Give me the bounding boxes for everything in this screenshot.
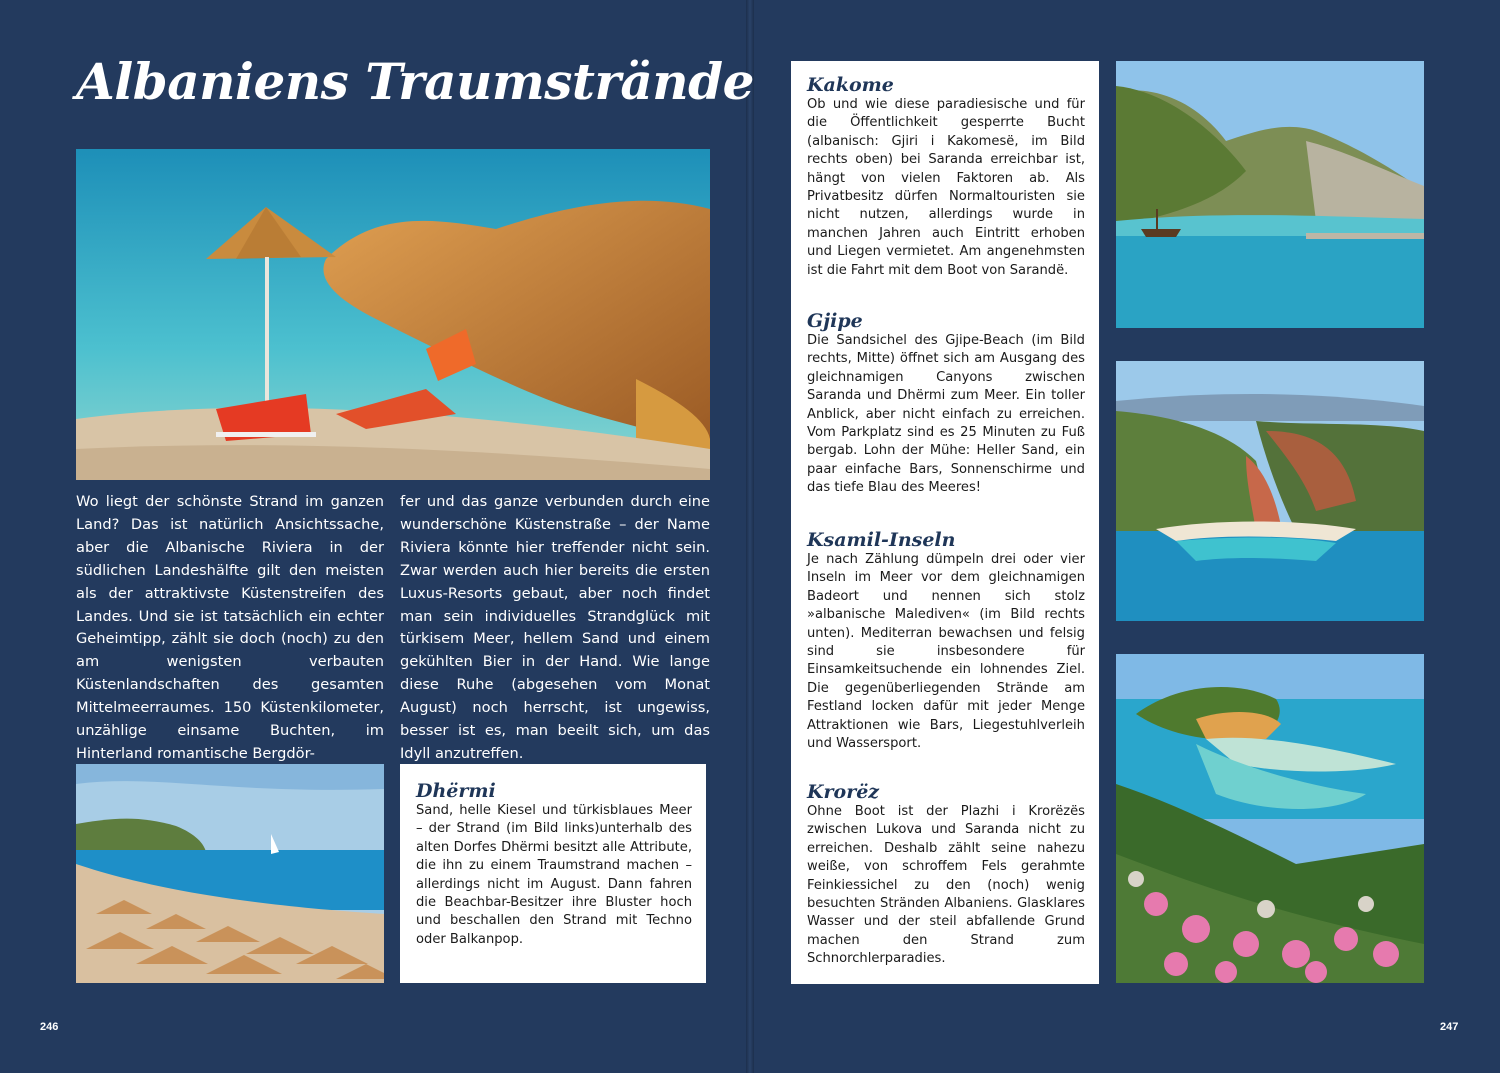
page-number-right: 247 xyxy=(1440,1021,1459,1033)
intro-column-1: Wo liegt der schönste Strand im ganzen Land? Das ist natürlich Ansichtssache, aber die Albanische Riviera in der südlichen Landeshälfte gilt den meisten als der attraktivste Küstenstreifen des Landes. Und sie ist tatsächlich ein echter Geheimtipp, zählt sie doch (noch) zu den am wenigsten verbauten Küstenlandschaften des gesamten Mittelmeerraumes. 150 Küstenkilometer, unzählige einsame Buchten, im Hinterland romantische Bergdör- xyxy=(76,493,384,762)
page-title: Albaniens Traumstrände xyxy=(76,52,754,111)
right-text-box xyxy=(791,61,1099,984)
kakome-heading: Kakome xyxy=(807,74,894,96)
ksamil-text: Je nach Zählung dümpeln drei oder vier Inseln im Meer vor dem gleichnamigen Badeort und nennen sich stolz »albanische Malediven« (im Bild rechts unten). Mediterran bewachsen und felsig sind sie insbesondere für Einsamkeitsuchende ein lohnendes Ziel. Die gegenüberliegenden Strände am Festland locken dafür mit jeder Menge Attraktionen wie Bars, Liegestuhlverleih und Wassersport. xyxy=(807,552,1085,752)
ksamil-islands-photo xyxy=(1116,654,1424,983)
intro-column-2: fer und das ganze verbunden durch eine wunderschöne Küstenstraße – der Name Riviera könnte hier treffender nicht sein. Zwar werden auch hier bereits die ersten Luxus-Resorts gebaut, aber noch findet man sein individuelles Strandglück mit türkisem Meer, hellem Sand und einem gekühlten Bier in der Hand. Wie lange diese Ruhe (abgesehen vom Monat August) noch herrscht, ist ungewiss, besser ist es, man beeilt sich, um das Idyll anzutreffen. xyxy=(400,493,710,762)
gjipe-text: Die Sandsichel des Gjipe-Beach (im Bild rechts, Mitte) öffnet sich am Ausgang des gleichnamigen Canyons zwischen Saranda und Dhërmi zum Meer. Ein toller Anblick, aber nicht einfach zu erreichen. Vom Parkplatz sind es 25 Minuten zu Fuß bergab. Lohn der Mühe: Heller Sand, ein paar einfache Bars, Sonnenschirme und das tiefe Blau des Meeres! xyxy=(807,333,1085,496)
gjipe-section xyxy=(807,310,1085,498)
kroroez-text: Ohne Boot ist der Plazhi i Krorëzës zwischen Lukova und Saranda nicht zu erreichen. Deshalb zählt seine nahezu weiße, von schroffem Fels gerahmte Feinkiessichel zu den (noch) wenig besuchten Stränden Albaniens. Glasklares Wasser und der steil abfallende Grund machen den Strand zum Schnorchlerparadies. xyxy=(807,804,1085,967)
kakome-bay-photo xyxy=(1116,61,1424,328)
gjipe-heading: Gjipe xyxy=(807,310,863,332)
dhermi-text-box xyxy=(400,764,706,983)
dhermi-heading: Dhërmi xyxy=(416,780,496,802)
kroroez-heading: Krorëz xyxy=(807,781,880,803)
kakome-section xyxy=(807,74,1085,280)
page-gutter xyxy=(746,0,754,1073)
ksamil-heading: Ksamil-Inseln xyxy=(807,529,956,551)
ksamil-section xyxy=(807,529,1085,753)
kakome-text: Ob und wie diese paradiesische und für die Öffentlichkeit gesperrte Bucht (albanisch: Gjiri i Kakomesë, im Bild rechts oben) bei Saranda erreichbar ist, hängt von vielen Faktoren ab. Als Privatbesitz dürfen Normaltouristen sie nicht nutzen, allerdings wurde in manchen Jahren auch Eintritt erhoben und Liegen vermietet. Am angenehmsten ist die Fahrt mit dem Boot von Sarandë. xyxy=(807,97,1085,278)
dhermi-text: Sand, helle Kiesel und türkisblaues Meer – der Strand (im Bild links)unterhalb des alten Dorfes Dhërmi besitzt alle Attribute, die ihn zu einem Traumstrand machen – allerdings nicht im August. Dann fahren die Beachbar-Besitzer ihre Bluster hoch und beschallen den Strand mit Techno oder Balkanpop. xyxy=(416,803,692,947)
kroroez-section xyxy=(807,781,1085,969)
gjipe-canyon-photo xyxy=(1116,361,1424,621)
page-number-left: 246 xyxy=(40,1021,59,1033)
beach-umbrella-photo xyxy=(76,149,710,480)
dhermi-beach-photo xyxy=(76,764,384,983)
